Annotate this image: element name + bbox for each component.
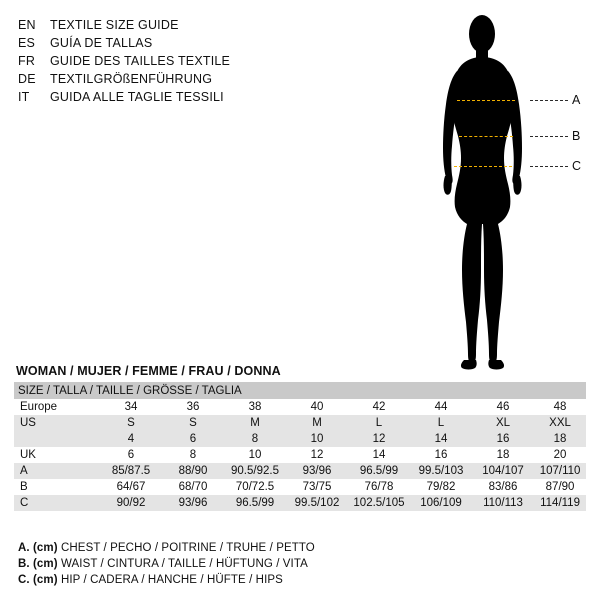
row-label: Europe	[14, 399, 100, 415]
cell: 99.5/103	[410, 463, 472, 479]
cell: 102.5/105	[348, 495, 410, 511]
legend-key: C. (cm)	[18, 574, 58, 586]
table-row	[14, 447, 586, 463]
cell: 107/110	[534, 463, 586, 479]
cell: 38	[224, 399, 286, 415]
language-row	[18, 88, 348, 106]
cell: 14	[348, 447, 410, 463]
cell: L	[410, 415, 472, 431]
language-list	[18, 16, 348, 106]
cell: 4	[100, 431, 162, 447]
cell: L	[348, 415, 410, 431]
measurement-legend	[18, 540, 418, 588]
cell: 8	[162, 447, 224, 463]
row-label: US	[14, 415, 100, 431]
table-header-row	[14, 382, 586, 399]
cell: M	[286, 415, 348, 431]
cell: 79/82	[410, 479, 472, 495]
language-text: TEXTILE SIZE GUIDE	[50, 18, 179, 32]
cell: 85/87.5	[100, 463, 162, 479]
cell: 14	[410, 431, 472, 447]
cell: 88/90	[162, 463, 224, 479]
cell: 18	[472, 447, 534, 463]
cell: 46	[472, 399, 534, 415]
measure-label-c: C	[572, 159, 582, 173]
measure-label-b: B	[572, 129, 581, 143]
cell: 48	[534, 399, 586, 415]
size-table-section	[14, 364, 586, 511]
cell: 96.5/99	[224, 495, 286, 511]
cell: 12	[348, 431, 410, 447]
woman-section-title: WOMAN / MUJER / FEMME / FRAU / DONNA	[16, 364, 281, 378]
table-row	[14, 495, 586, 511]
cell: 42	[348, 399, 410, 415]
cell: 36	[162, 399, 224, 415]
cell: 10	[286, 431, 348, 447]
table-row	[14, 463, 586, 479]
cell: 114/119	[534, 495, 586, 511]
table-header-label: SIZE / TALLA / TAILLE / GRÖSSE / TAGLIA	[14, 382, 586, 399]
cell: 10	[224, 447, 286, 463]
language-row	[18, 16, 348, 34]
cell: 44	[410, 399, 472, 415]
measure-leader-waist	[530, 136, 568, 137]
row-label: UK	[14, 447, 100, 463]
legend-row	[18, 556, 418, 572]
cell: 64/67	[100, 479, 162, 495]
legend-row	[18, 572, 418, 588]
size-table	[14, 382, 586, 511]
cell: 8	[224, 431, 286, 447]
cell: 110/113	[472, 495, 534, 511]
table-row	[14, 479, 586, 495]
cell: 16	[472, 431, 534, 447]
cell: S	[162, 415, 224, 431]
cell: 6	[100, 447, 162, 463]
cell: XL	[472, 415, 534, 431]
language-code: FR	[18, 54, 36, 68]
cell: S	[100, 415, 162, 431]
language-text: GUIDA ALLE TAGLIE TESSILI	[50, 90, 224, 104]
cell: 104/107	[472, 463, 534, 479]
language-text: TEXTILGRÖßENFÜHRUNG	[50, 72, 213, 86]
body-figure-diagram	[420, 8, 595, 378]
cell: 18	[534, 431, 586, 447]
language-row	[18, 70, 348, 88]
language-code: EN	[18, 18, 36, 32]
language-text: GUÍA DE TALLAS	[50, 36, 153, 50]
row-label: A	[14, 463, 100, 479]
cell: 6	[162, 431, 224, 447]
measure-leader-chest	[530, 100, 568, 101]
measure-leader-hip	[530, 166, 568, 167]
row-label: B	[14, 479, 100, 495]
cell: 93/96	[162, 495, 224, 511]
legend-text: WAIST / CINTURA / TAILLE / HÜFTUNG / VITA	[60, 558, 308, 570]
cell: 20	[534, 447, 586, 463]
legend-row	[18, 540, 418, 556]
cell: 76/78	[348, 479, 410, 495]
cell: 34	[100, 399, 162, 415]
cell: 106/109	[410, 495, 472, 511]
language-row	[18, 34, 348, 52]
measure-line-hip	[454, 166, 512, 167]
measure-line-chest	[457, 100, 515, 101]
cell: 96.5/99	[348, 463, 410, 479]
language-code: DE	[18, 72, 36, 86]
legend-text: HIP / CADERA / HANCHE / HÜFTE / HIPS	[60, 574, 283, 586]
table-row	[14, 415, 586, 431]
measure-label-a: A	[572, 93, 581, 107]
cell: 90/92	[100, 495, 162, 511]
language-code: IT	[18, 90, 30, 104]
cell: M	[224, 415, 286, 431]
cell: 87/90	[534, 479, 586, 495]
cell: 93/96	[286, 463, 348, 479]
cell: 12	[286, 447, 348, 463]
table-row	[14, 399, 586, 415]
legend-key: A. (cm)	[18, 542, 58, 554]
row-label: C	[14, 495, 100, 511]
cell: 73/75	[286, 479, 348, 495]
table-row	[14, 431, 586, 447]
legend-text: CHEST / PECHO / POITRINE / TRUHE / PETTO	[60, 542, 315, 554]
language-row	[18, 52, 348, 70]
female-body-silhouette-icon	[420, 8, 595, 378]
measure-line-waist	[459, 136, 513, 137]
cell: 99.5/102	[286, 495, 348, 511]
language-code: ES	[18, 36, 36, 50]
cell: 40	[286, 399, 348, 415]
cell: 90.5/92.5	[224, 463, 286, 479]
legend-key: B. (cm)	[18, 558, 58, 570]
language-text: GUIDE DES TAILLES TEXTILE	[50, 54, 231, 68]
cell: 83/86	[472, 479, 534, 495]
cell: 70/72.5	[224, 479, 286, 495]
cell: 16	[410, 447, 472, 463]
row-label	[14, 431, 100, 447]
cell: XXL	[534, 415, 586, 431]
cell: 68/70	[162, 479, 224, 495]
